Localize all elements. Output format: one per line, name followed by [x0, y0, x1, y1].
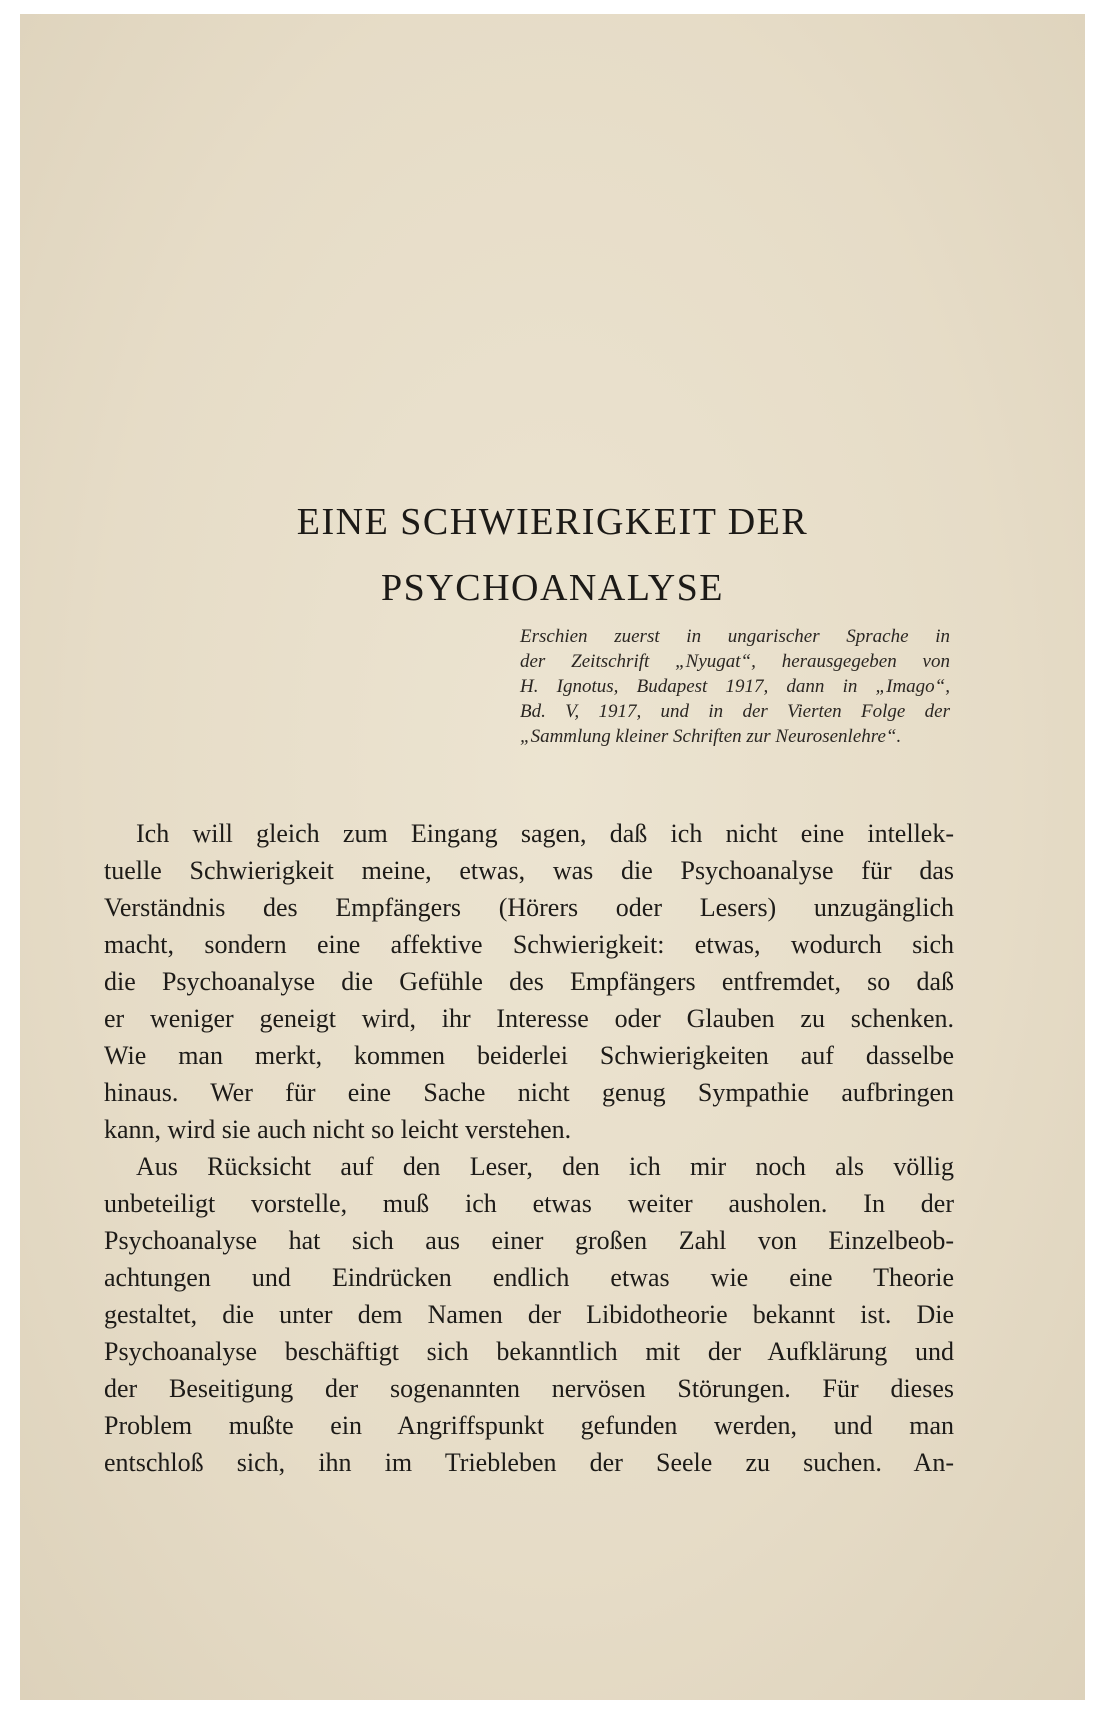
body-text: [104, 815, 954, 1481]
text-line: kann, wird sie auch nicht so leicht verstehen.: [104, 1115, 572, 1144]
text-line: Ich will gleich zum Eingang sagen, daß ich nicht eine intellek-: [136, 819, 954, 848]
note-line: der Zeitschrift „Nyugat“, herausgegeben von: [520, 651, 950, 672]
text-line: Wie man merkt, kommen beiderlei Schwierigkeiten auf dasselbe: [104, 1041, 954, 1070]
text-line: Psychoanalyse beschäftigt sich bekanntlich mit der Aufklärung und: [104, 1337, 954, 1366]
note-line: H. Ignotus, Budapest 1917, dann in „Imago“,: [520, 676, 950, 697]
text-line: hinaus. Wer für eine Sache nicht genug Sympathie aufbringen: [104, 1078, 954, 1107]
note-line: „Sammlung kleiner Schriften zur Neurosenlehre“.: [520, 726, 902, 747]
text-line: Aus Rücksicht auf den Leser, den ich mir noch als völlig: [136, 1152, 954, 1181]
text-line: tuelle Schwierigkeit meine, etwas, was die Psychoanalyse für das: [104, 856, 954, 885]
text-line: Psychoanalyse hat sich aus einer großen Zahl von Einzelbeob-: [104, 1226, 954, 1255]
chapter-title-line-1: EINE SCHWIERIGKEIT DER: [296, 501, 809, 543]
text-line: unbeteiligt vorstelle, muß ich etwas weiter ausholen. In der: [104, 1189, 954, 1218]
book-page: [20, 14, 1085, 1700]
text-line: macht, sondern eine affektive Schwierigkeit: etwas, wodurch sich: [104, 930, 954, 959]
text-line: achtungen und Eindrücken endlich etwas wie eine Theorie: [104, 1263, 954, 1292]
text-line: entschloß sich, ihn im Triebleben der Seele zu suchen. An-: [104, 1448, 954, 1477]
chapter-title-line-2: PSYCHOANALYSE: [381, 567, 724, 609]
text-line: Problem mußte ein Angriffspunkt gefunden werden, und man: [104, 1411, 954, 1440]
paragraph-2: [104, 1148, 954, 1481]
text-line: Verständnis des Empfängers (Hörers oder Lesers) unzugänglich: [104, 893, 954, 922]
text-line: gestaltet, die unter dem Namen der Libidotheorie bekannt ist. Die: [104, 1300, 954, 1329]
text-line: der Beseitigung der sogenannten nervösen Störungen. Für dieses: [104, 1374, 954, 1403]
publication-note: [520, 624, 950, 749]
note-line: Erschien zuerst in ungarischer Sprache in: [520, 626, 950, 647]
note-line: Bd. V, 1917, und in der Vierten Folge der: [520, 701, 950, 722]
paragraph-1: [104, 815, 954, 1148]
text-line: er weniger geneigt wird, ihr Interesse oder Glauben zu schenken.: [104, 1004, 954, 1033]
text-line: die Psychoanalyse die Gefühle des Empfängers entfremdet, so daß: [104, 967, 954, 996]
